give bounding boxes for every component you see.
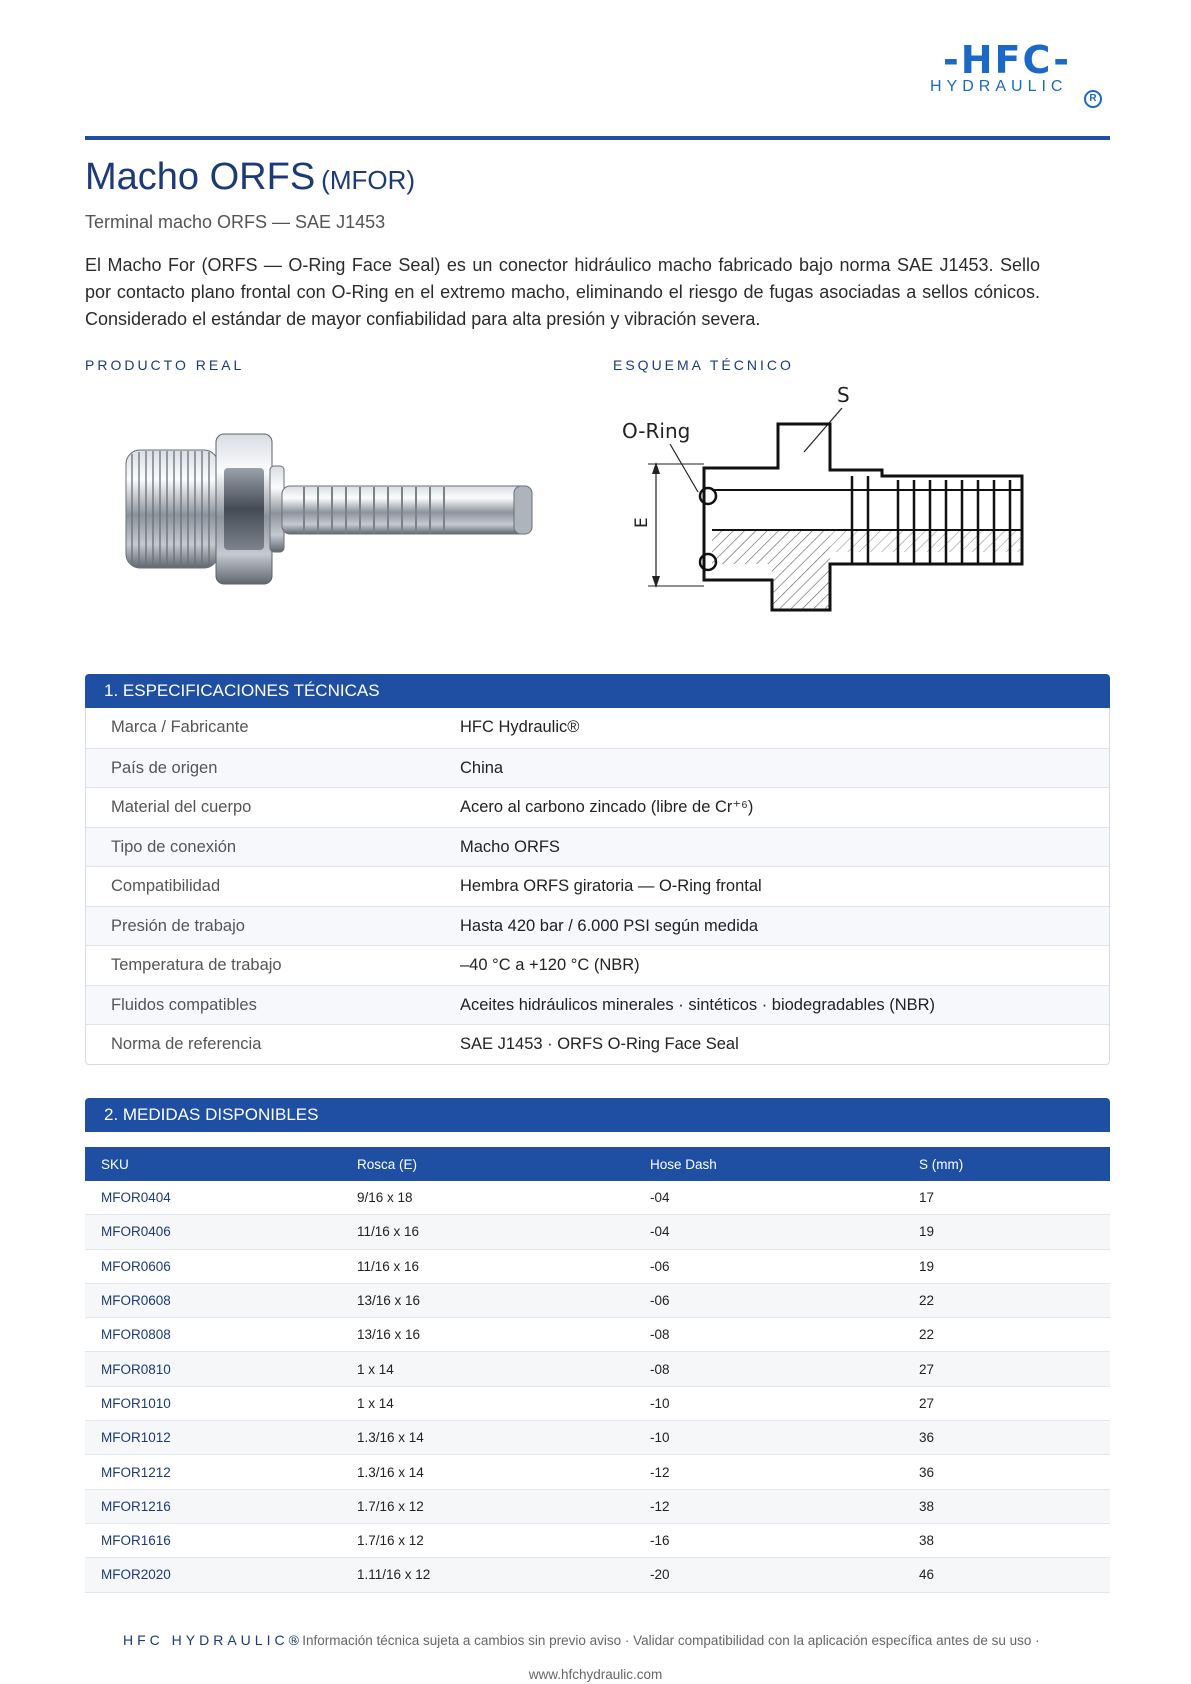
- spec-value: Acero al carbono zincado (libre de Cr⁺⁶): [460, 798, 754, 816]
- spec-value: –40 °C a +120 °C (NBR): [460, 956, 640, 974]
- rosca-cell: 13/16 x 16: [341, 1318, 634, 1352]
- specs-heading: 1. ESPECIFICACIONES TÉCNICAS: [85, 674, 1110, 708]
- footer-url[interactable]: www.hfchydraulic.com: [528, 1667, 663, 1682]
- table-row: [85, 1489, 1110, 1523]
- spec-key: País de origen: [111, 758, 218, 777]
- hose-dash-cell: -12: [634, 1455, 903, 1489]
- title-code: (MFOR): [321, 165, 416, 195]
- spec-value: Aceites hidráulicos minerales · sintéticos · biodegradables (NBR): [460, 995, 936, 1014]
- s-mm-cell: 27: [903, 1386, 1110, 1420]
- spec-row: [86, 985, 1109, 1025]
- header-rule: [85, 136, 1110, 140]
- rosca-cell: 13/16 x 16: [341, 1283, 634, 1317]
- rosca-cell: 1.11/16 x 12: [341, 1558, 634, 1592]
- rosca-cell: 1.3/16 x 14: [341, 1421, 634, 1455]
- spec-row: [86, 708, 1109, 748]
- spec-key: Tipo de conexión: [111, 837, 237, 856]
- table-row: [85, 1215, 1110, 1249]
- oring-callout: O-Ring: [622, 419, 691, 443]
- spec-value: Macho ORFS: [460, 837, 560, 856]
- technical-schema: [612, 380, 1072, 620]
- table-row: [85, 1558, 1110, 1592]
- hose-dash-cell: -08: [634, 1318, 903, 1352]
- sku-cell: MFOR1216: [85, 1489, 341, 1523]
- sku-cell: MFOR0608: [85, 1283, 341, 1317]
- rosca-cell: 11/16 x 16: [341, 1215, 634, 1249]
- product-description: El Macho For (ORFS — O-Ring Face Seal) es un conector hidráulico macho fabricado bajo norma SAE J1453. Sello por contacto plano frontal con O-Ring en el extremo macho, eliminando el riesgo de fugas asociadas a sellos cónicos. Considerado el estándar de mayor confiabilidad para alta presión y vibración severa.: [85, 255, 1040, 329]
- sku-cell: MFOR0404: [85, 1181, 341, 1215]
- schema-label: ESQUEMA TÉCNICO: [613, 357, 794, 373]
- rosca-cell: 1.3/16 x 14: [341, 1455, 634, 1489]
- page-title: [85, 156, 415, 199]
- s-mm-cell: 38: [903, 1523, 1110, 1557]
- table-row: [85, 1318, 1110, 1352]
- s-mm-cell: 19: [903, 1249, 1110, 1283]
- table-row: [85, 1249, 1110, 1283]
- s-mm-cell: 27: [903, 1352, 1110, 1386]
- spec-value: SAE J1453 · ORFS O-Ring Face Seal: [460, 1035, 739, 1053]
- col-sku: SKU: [85, 1147, 341, 1181]
- hose-dash-cell: -12: [634, 1489, 903, 1523]
- table-row: [85, 1455, 1110, 1489]
- logo-main-text: -HFC-: [942, 38, 1072, 82]
- title-text: Macho ORFS: [85, 156, 316, 198]
- s-mm-cell: 36: [903, 1421, 1110, 1455]
- spec-value: Hasta 420 bar / 6.000 PSI según medida: [460, 916, 759, 935]
- rosca-cell: 1 x 14: [341, 1386, 634, 1420]
- s-mm-cell: 19: [903, 1215, 1110, 1249]
- s-mm-cell: 22: [903, 1283, 1110, 1317]
- e-dimension-label: E: [632, 517, 652, 528]
- rosca-cell: 9/16 x 18: [341, 1181, 634, 1215]
- spec-row: [86, 906, 1109, 946]
- sku-cell: MFOR0808: [85, 1318, 341, 1352]
- hose-dash-cell: -16: [634, 1523, 903, 1557]
- sku-cell: MFOR1212: [85, 1455, 341, 1489]
- table-row: [85, 1386, 1110, 1420]
- hose-dash-cell: -04: [634, 1215, 903, 1249]
- footer-note: · Información técnica sujeta a cambios sin previo aviso · Validar compatibilidad con la aplicación específica antes de su uso ·: [294, 1633, 1040, 1648]
- s-mm-cell: 36: [903, 1455, 1110, 1489]
- sku-cell: MFOR1012: [85, 1421, 341, 1455]
- sku-cell: MFOR1010: [85, 1386, 341, 1420]
- rosca-cell: 1.7/16 x 12: [341, 1489, 634, 1523]
- col-rosca: Rosca (E): [341, 1147, 634, 1181]
- product-photo: [118, 428, 548, 590]
- spec-row: [86, 787, 1109, 827]
- footer-brand: HFC HYDRAULIC®: [123, 1632, 303, 1648]
- hose-dash-cell: -04: [634, 1181, 903, 1215]
- table-row: [85, 1421, 1110, 1455]
- spec-key: Fluidos compatibles: [111, 995, 257, 1014]
- s-mm-cell: 46: [903, 1558, 1110, 1592]
- hose-dash-cell: -08: [634, 1352, 903, 1386]
- specs-table: [85, 708, 1110, 1065]
- spec-row: [86, 945, 1109, 985]
- sizes-heading: 2. MEDIDAS DISPONIBLES: [85, 1098, 1110, 1132]
- spec-value: HFC Hydraulic®: [460, 718, 580, 736]
- spec-key: Norma de referencia: [111, 1035, 262, 1053]
- hose-dash-cell: -10: [634, 1421, 903, 1455]
- table-row: [85, 1523, 1110, 1557]
- product-photo-label: PRODUCTO REAL: [85, 357, 245, 373]
- sku-cell: MFOR0606: [85, 1249, 341, 1283]
- spec-row: [86, 748, 1109, 788]
- spec-row: [86, 1024, 1109, 1064]
- col-s-mm: S (mm): [903, 1147, 1110, 1181]
- logo-sub-text: HYDRAULIC: [930, 78, 1068, 95]
- spec-value: Hembra ORFS giratoria — O-Ring frontal: [460, 877, 762, 895]
- table-row: [85, 1283, 1110, 1317]
- s-mm-cell: 38: [903, 1489, 1110, 1523]
- sku-cell: MFOR0810: [85, 1352, 341, 1386]
- rosca-cell: 1 x 14: [341, 1352, 634, 1386]
- sizes-table: [85, 1147, 1110, 1593]
- rosca-cell: 1.7/16 x 12: [341, 1523, 634, 1557]
- hose-dash-cell: -06: [634, 1283, 903, 1317]
- s-mm-cell: 22: [903, 1318, 1110, 1352]
- spec-key: Marca / Fabricante: [111, 718, 249, 736]
- hose-dash-cell: -20: [634, 1558, 903, 1592]
- spec-row: [86, 866, 1109, 906]
- sku-cell: MFOR1616: [85, 1523, 341, 1557]
- s-mm-cell: 17: [903, 1181, 1110, 1215]
- spec-key: Material del cuerpo: [111, 798, 252, 816]
- spec-key: Temperatura de trabajo: [111, 956, 282, 974]
- page-subtitle: Terminal macho ORFS — SAE J1453: [85, 212, 386, 232]
- s-callout: S: [837, 383, 850, 407]
- hfc-logo: [918, 38, 1108, 110]
- hose-dash-cell: -06: [634, 1249, 903, 1283]
- spec-key: Presión de trabajo: [111, 916, 245, 935]
- hose-dash-cell: -10: [634, 1386, 903, 1420]
- spec-value: China: [460, 758, 504, 777]
- spec-row: [86, 827, 1109, 867]
- sku-cell: MFOR0406: [85, 1215, 341, 1249]
- rosca-cell: 11/16 x 16: [341, 1249, 634, 1283]
- spec-key: Compatibilidad: [111, 877, 221, 895]
- table-row: [85, 1352, 1110, 1386]
- sku-cell: MFOR2020: [85, 1558, 341, 1592]
- table-row: [85, 1181, 1110, 1215]
- sizes-header-row: [85, 1147, 1110, 1181]
- registered-mark-icon: R: [1084, 90, 1102, 108]
- col-hose-dash: Hose Dash: [634, 1147, 903, 1181]
